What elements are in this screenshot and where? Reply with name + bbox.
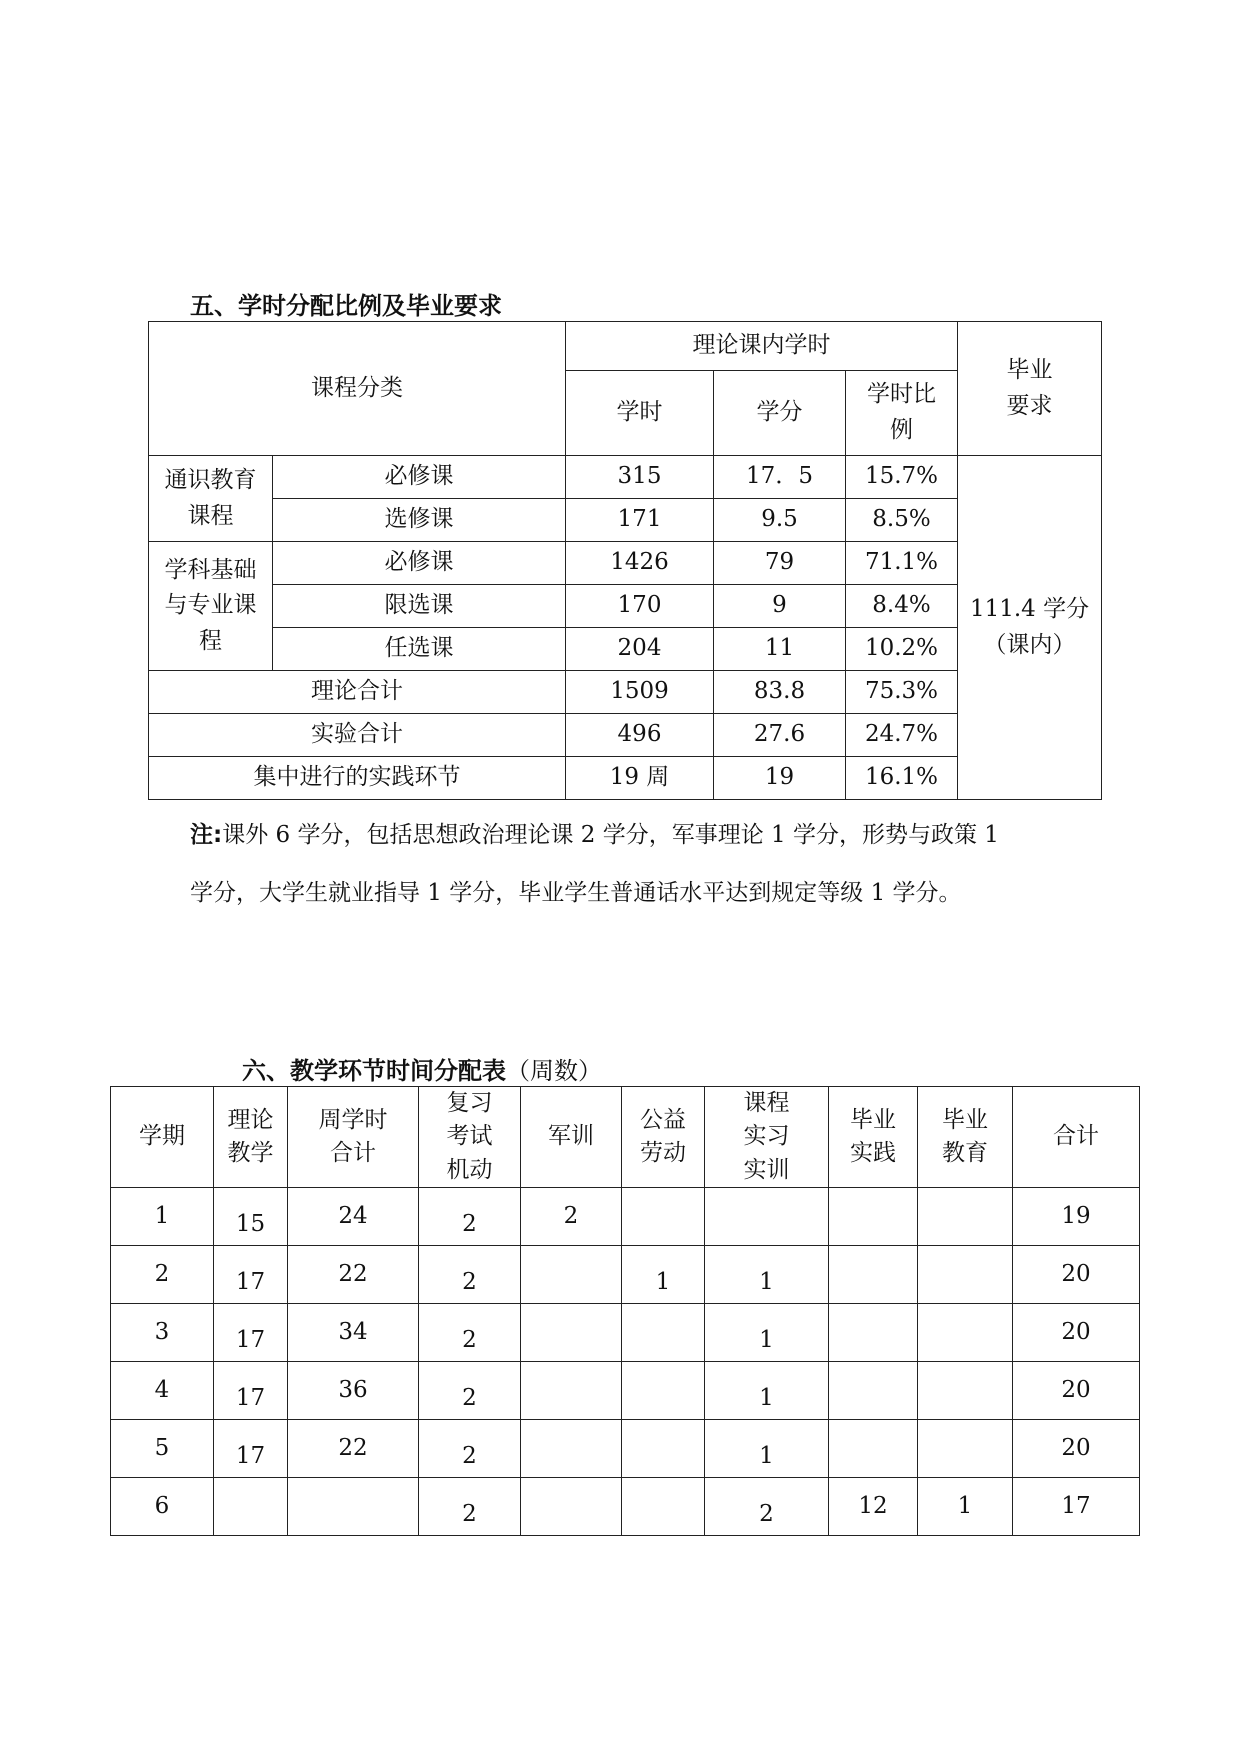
table-cell <box>918 1246 1013 1304</box>
row-hours: 315 <box>566 456 714 499</box>
note-line1 <box>190 818 999 853</box>
cell-value: 24 <box>338 1202 368 1229</box>
table-cell <box>829 1420 918 1478</box>
column-header-line: 实践 <box>850 1140 896 1167</box>
column-header-line: 复习 <box>446 1090 493 1116</box>
table-cell <box>521 1478 622 1536</box>
total-label: 理论合计 <box>149 671 566 714</box>
column-header <box>705 1087 829 1188</box>
header-ratio-line1: 学时比 <box>867 381 936 408</box>
cell-value: 36 <box>338 1376 368 1403</box>
group-general-line2: 课程 <box>187 502 234 529</box>
header-ratio-line2: 例 <box>890 417 913 443</box>
section5-title: 五、学时分配比例及毕业要求 <box>190 292 502 320</box>
table-row <box>111 1478 1140 1536</box>
table-cell <box>419 1478 521 1536</box>
total-credits: 83.8 <box>714 671 846 714</box>
cell-value: 34 <box>338 1318 368 1345</box>
table-cell <box>419 1304 521 1362</box>
cell-value: 17 <box>235 1326 266 1353</box>
column-header-line: 教学 <box>227 1140 274 1167</box>
table-cell <box>1013 1478 1140 1536</box>
column-header-line: 教育 <box>942 1140 988 1167</box>
cell-value: 2 <box>462 1210 477 1237</box>
table-row <box>111 1304 1140 1362</box>
table-cell <box>419 1420 521 1478</box>
cell-value: 20 <box>1061 1318 1091 1345</box>
table-cell <box>829 1362 918 1420</box>
cell-value: 19 <box>1061 1202 1091 1229</box>
cell-value: 17 <box>235 1442 266 1469</box>
cell-value: 2 <box>563 1202 579 1229</box>
row-type: 限选课 <box>273 585 566 628</box>
table-cell <box>288 1246 419 1304</box>
group-major-line1: 学科基础 <box>164 556 257 583</box>
group-major-line2: 与专业课 <box>164 592 257 619</box>
cell-value: 1 <box>154 1202 170 1229</box>
column-header-line: 毕业 <box>850 1106 896 1133</box>
table-cell <box>829 1304 918 1362</box>
total-label: 实验合计 <box>149 714 566 757</box>
column-header-line: 考试 <box>446 1123 493 1150</box>
table-cell <box>705 1478 829 1536</box>
group-major <box>149 542 273 671</box>
column-header-line: 劳动 <box>640 1140 686 1167</box>
table-row <box>111 1188 1140 1246</box>
row-hours: 204 <box>566 628 714 671</box>
cell-value: 17 <box>235 1384 266 1411</box>
column-header-line: 课程 <box>743 1090 790 1116</box>
cell-value: 2 <box>462 1442 477 1469</box>
table-cell <box>705 1246 829 1304</box>
table-cell <box>214 1362 288 1420</box>
table-cell <box>918 1420 1013 1478</box>
cell-value: 1 <box>759 1326 774 1353</box>
table-cell <box>622 1246 705 1304</box>
table-cell <box>288 1188 419 1246</box>
table-row <box>111 1420 1140 1478</box>
column-header-line: 学期 <box>139 1123 185 1150</box>
total-hours: 496 <box>566 714 714 757</box>
cell-value: 12 <box>858 1492 888 1519</box>
table-cell <box>214 1246 288 1304</box>
row-type: 必修课 <box>273 456 566 499</box>
column-header-line: 实习 <box>743 1123 790 1150</box>
table-cell <box>1013 1420 1140 1478</box>
cell-value: 17 <box>235 1268 266 1295</box>
table-cell <box>111 1246 214 1304</box>
table-cell <box>829 1478 918 1536</box>
table-cell <box>288 1304 419 1362</box>
cell-value: 3 <box>154 1318 170 1345</box>
graduation-requirement-line2: （课内） <box>983 631 1076 658</box>
table-cell <box>1013 1246 1140 1304</box>
table-cell <box>214 1420 288 1478</box>
table-cell <box>622 1362 705 1420</box>
cell-value: 20 <box>1061 1260 1091 1287</box>
header-graduation <box>958 322 1102 456</box>
header-hours: 学时 <box>566 371 714 456</box>
table-cell <box>288 1420 419 1478</box>
row-hours: 170 <box>566 585 714 628</box>
table-cell <box>1013 1304 1140 1362</box>
table-cell <box>521 1362 622 1420</box>
column-header-line: 合计 <box>1053 1123 1099 1150</box>
total-ratio: 24.7% <box>846 714 958 757</box>
table-cell <box>111 1304 214 1362</box>
cell-value: 2 <box>759 1500 774 1527</box>
row-ratio: 8.5% <box>846 499 958 542</box>
table-cell <box>214 1478 288 1536</box>
cell-value: 5 <box>154 1434 170 1461</box>
table-cell <box>918 1304 1013 1362</box>
section6-title-text: 六、教学环节时间分配表 <box>242 1057 506 1085</box>
column-header <box>1013 1087 1140 1188</box>
row-type: 必修课 <box>273 542 566 585</box>
table-cell <box>521 1304 622 1362</box>
row-credits: 11 <box>714 628 846 671</box>
column-header <box>419 1087 521 1188</box>
column-header-line: 理论 <box>227 1106 274 1133</box>
total-ratio: 16.1% <box>846 757 958 800</box>
table-cell <box>111 1478 214 1536</box>
total-hours: 19 周 <box>566 757 714 800</box>
column-header-line: 周学时 <box>318 1106 388 1133</box>
note-text1: 课外 6 学分，包括思想政治理论课 2 学分，军事理论 1 学分，形势与政策 1 <box>222 822 999 848</box>
total-ratio: 75.3% <box>846 671 958 714</box>
row-type: 选修课 <box>273 499 566 542</box>
column-header <box>111 1087 214 1188</box>
row-type: 任选课 <box>273 628 566 671</box>
note-label: 注: <box>190 822 223 848</box>
cell-value: 20 <box>1061 1434 1091 1461</box>
column-header <box>622 1087 705 1188</box>
row-ratio: 15.7% <box>846 456 958 499</box>
column-header <box>288 1087 419 1188</box>
table-cell <box>1013 1188 1140 1246</box>
total-credits: 19 <box>714 757 846 800</box>
cell-value: 17 <box>1061 1492 1091 1519</box>
cell-value: 1 <box>759 1442 774 1469</box>
graduation-requirement-line1: 111.4 学分 <box>969 595 1090 622</box>
row-ratio: 10.2% <box>846 628 958 671</box>
row-hours: 171 <box>566 499 714 542</box>
cell-value: 1 <box>655 1268 671 1295</box>
table-cell <box>918 1188 1013 1246</box>
cell-value: 2 <box>462 1326 477 1353</box>
note-line2: 学分，大学生就业指导 1 学分，毕业学生普通话水平达到规定等级 1 学分。 <box>190 880 962 906</box>
row-ratio: 71.1% <box>846 542 958 585</box>
header-credits: 学分 <box>714 371 846 456</box>
teaching-time-table <box>110 1086 1140 1536</box>
column-header <box>829 1087 918 1188</box>
cell-value: 2 <box>462 1384 477 1411</box>
group-general <box>149 456 273 542</box>
table-cell <box>288 1478 419 1536</box>
cell-value: 4 <box>154 1376 170 1403</box>
table-cell <box>419 1362 521 1420</box>
total-hours: 1509 <box>566 671 714 714</box>
cell-value: 1 <box>759 1384 774 1411</box>
header-graduation-line1: 毕业 <box>1006 356 1053 383</box>
table-cell <box>705 1304 829 1362</box>
cell-value: 2 <box>154 1260 170 1287</box>
table-cell <box>829 1188 918 1246</box>
header-graduation-line2: 要求 <box>1006 392 1053 419</box>
header-row <box>111 1087 1140 1188</box>
cell-value: 20 <box>1061 1376 1091 1403</box>
cell-value: 22 <box>338 1434 368 1461</box>
column-header-line: 军训 <box>548 1123 594 1150</box>
table-cell <box>521 1420 622 1478</box>
table-cell <box>521 1246 622 1304</box>
section6-title <box>242 1051 602 1086</box>
table-cell <box>918 1478 1013 1536</box>
total-credits: 27.6 <box>714 714 846 757</box>
column-header-line: 毕业 <box>942 1106 988 1133</box>
table-cell <box>111 1420 214 1478</box>
cell-value: 15 <box>235 1210 266 1237</box>
cell-value: 1 <box>957 1492 973 1519</box>
hours-allocation-table <box>148 321 1102 800</box>
column-header-line: 机动 <box>446 1156 493 1183</box>
table-cell <box>705 1188 829 1246</box>
table-cell <box>419 1188 521 1246</box>
column-header-line: 实训 <box>743 1156 790 1183</box>
table-cell <box>622 1420 705 1478</box>
table-cell <box>214 1304 288 1362</box>
cell-value: 2 <box>462 1268 477 1295</box>
group-major-line3: 程 <box>199 627 222 654</box>
table-cell <box>705 1362 829 1420</box>
row-hours: 1426 <box>566 542 714 585</box>
row-credits: 9 <box>714 585 846 628</box>
table-cell <box>918 1362 1013 1420</box>
column-header <box>521 1087 622 1188</box>
table-cell <box>705 1420 829 1478</box>
table-cell <box>111 1362 214 1420</box>
header-theory-group: 理论课内学时 <box>566 322 958 371</box>
table-cell <box>829 1246 918 1304</box>
row-credits: 17．5 <box>714 456 846 499</box>
table-cell <box>622 1304 705 1362</box>
cell-value: 22 <box>338 1260 368 1287</box>
graduation-requirement <box>958 456 1102 800</box>
column-header-line: 公益 <box>640 1106 686 1133</box>
total-label: 集中进行的实践环节 <box>149 757 566 800</box>
table-row <box>111 1362 1140 1420</box>
column-header-line: 合计 <box>330 1140 376 1167</box>
teaching-table-body <box>111 1188 1140 1536</box>
cell-value: 6 <box>154 1492 170 1519</box>
table-cell <box>111 1188 214 1246</box>
column-header <box>214 1087 288 1188</box>
table-cell <box>1013 1362 1140 1420</box>
row-ratio: 8.4% <box>846 585 958 628</box>
table-cell <box>622 1478 705 1536</box>
table-cell <box>288 1362 419 1420</box>
cell-value: 2 <box>462 1500 477 1527</box>
table-cell <box>521 1188 622 1246</box>
row-credits: 9.5 <box>714 499 846 542</box>
teaching-table-header <box>111 1087 1140 1188</box>
table-cell <box>622 1188 705 1246</box>
cell-value: 1 <box>759 1268 774 1295</box>
table-cell <box>214 1188 288 1246</box>
header-category: 课程分类 <box>149 322 566 456</box>
header-ratio <box>846 371 958 456</box>
group-general-line1: 通识教育 <box>164 466 257 493</box>
column-header <box>918 1087 1013 1188</box>
section6-title-suffix: （周数） <box>506 1057 602 1085</box>
row-credits: 79 <box>714 542 846 585</box>
table-cell <box>419 1246 521 1304</box>
table-row <box>111 1246 1140 1304</box>
